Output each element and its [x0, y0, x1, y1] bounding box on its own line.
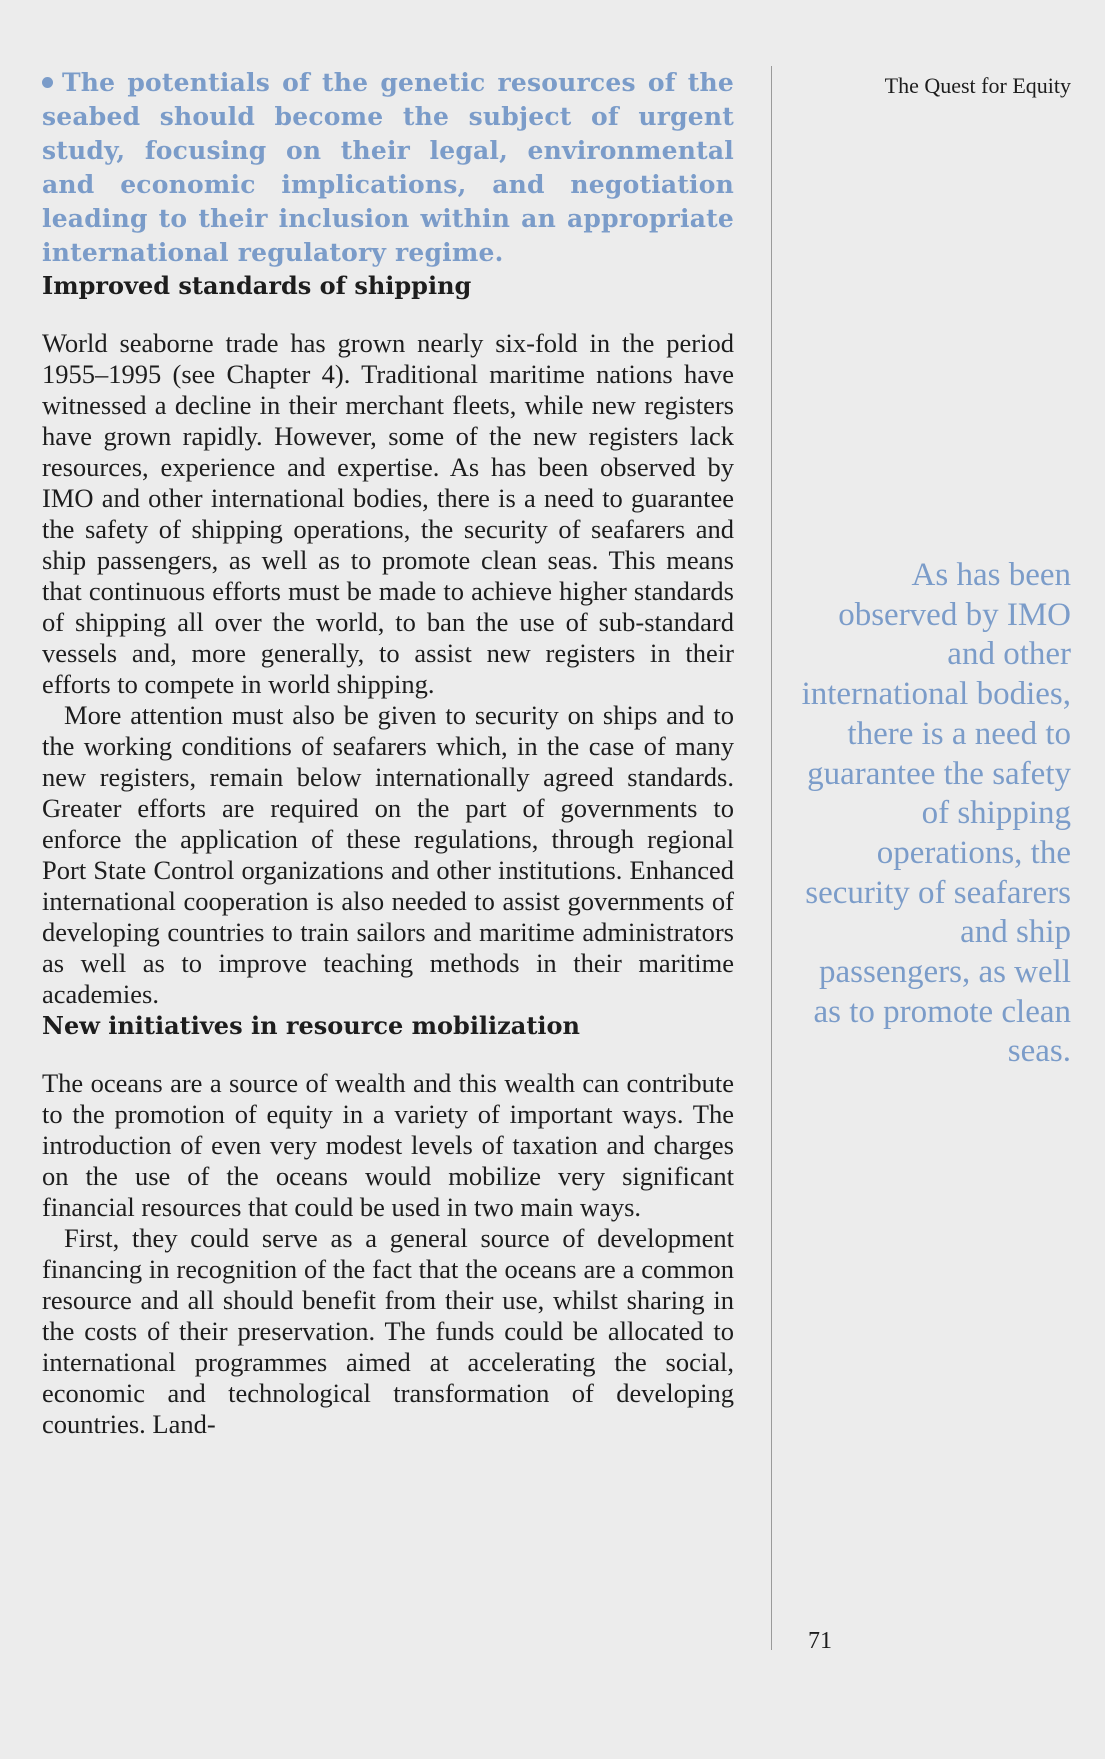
- section-heading-resource-mobilization: New initiatives in resource mobilization: [42, 1011, 581, 1040]
- body-paragraph: First, they could serve as a general source of development financing in recognition of the fact that the oceans are a common resource and all should benefit from their use, whilst sharing in the costs of their preservation. The funds could be allocated to international programmes aimed at accelerating the social, economic and technological transformation of developing countries. Land-: [42, 1223, 734, 1439]
- main-column: [42, 66, 734, 1440]
- running-head: The Quest for Equity: [884, 73, 1071, 98]
- body-paragraph: World seaborne trade has grown nearly six-fold in the period 1955–1995 (see Chapter 4). Traditional maritime nations have witnessed a decline in their merchant fleets, while new registers have grown rapidly. However, some of the new registers lack resources, experience and expertise. As has been observed by IMO and other international bodies, there is a need to guarantee the safety of shipping operations, the security of seafarers and ship passengers, as well as to promote clean seas. This means that continuous efforts must be made to achieve higher standards of shipping all over the world, to ban the use of sub-standard vessels and, more generally, to assist new registers in their efforts to compete in world shipping.: [42, 328, 734, 699]
- page-number: 71: [808, 1628, 832, 1654]
- pull-quote: As has been observed by IMO and other international bodies, there is a need to guarantee the safety of shipping operations, the security of seafarers and ship passengers, as well as to promote clean seas.: [801, 557, 1071, 1070]
- recommendation-text: The potentials of the genetic resources of the seabed should become the subject of urgent study, focusing on their legal, environmental and economic implications, and negotiation leading to their inclusion within an appropriate international regulatory regime.: [42, 68, 734, 267]
- recommendation-bullet: [42, 66, 734, 270]
- bullet-dot-icon: [42, 77, 53, 88]
- column-divider: [771, 66, 772, 1650]
- section-heading-shipping: Improved standards of shipping: [42, 271, 472, 300]
- body-paragraph: More attention must also be given to security on ships and to the working conditions of seafarers which, in the case of many new registers, remain below internationally agreed standards. Greater efforts are required on the part of governments to enforce the application of these regulations, through regional Port State Control organizations and other institutions. Enhanced international cooperation is also needed to assist governments of developing countries to train sailors and maritime administrators as well as to improve teaching methods in their maritime academies.: [42, 700, 734, 1009]
- body-paragraph: The oceans are a source of wealth and this wealth can contribute to the promotion of equity in a variety of important ways. The introduction of even very modest levels of taxation and charges on the use of the oceans would mobilize very significant financial resources that could be used in two main ways.: [42, 1068, 734, 1222]
